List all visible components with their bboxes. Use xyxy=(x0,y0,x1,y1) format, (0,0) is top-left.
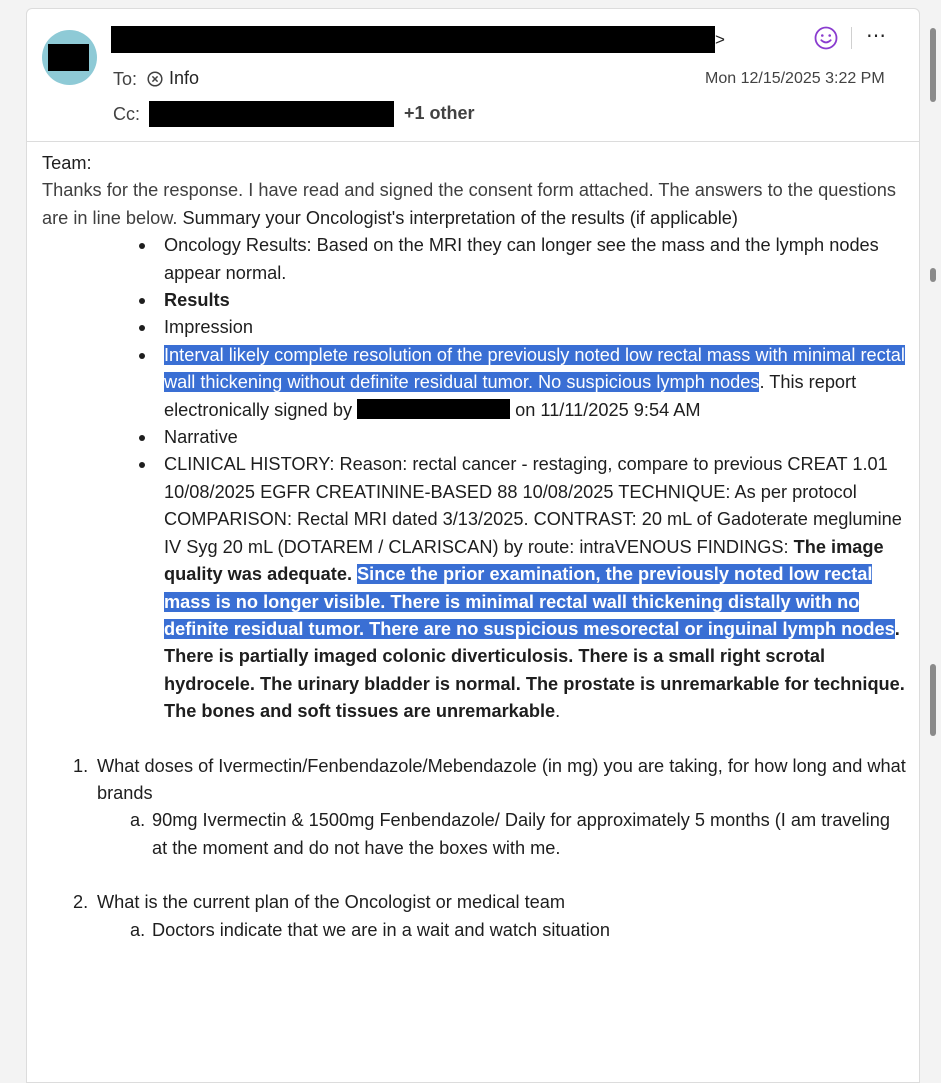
list-item xyxy=(164,287,908,314)
greeting: Team: xyxy=(42,153,92,173)
header-divider xyxy=(851,27,852,49)
findings-quality: The image quality was adequate. xyxy=(164,536,884,585)
question-number: 1. xyxy=(73,755,89,776)
answer-item xyxy=(130,917,908,944)
scrollbar-thumb[interactable] xyxy=(930,664,936,736)
scrollbar-marker[interactable] xyxy=(930,268,936,282)
answer-text: 90mg Ivermectin & 1500mg Fenbendazole/ Daily for approximately 5 months (I am traveling at the moment and do not have the boxes with me. xyxy=(152,810,890,858)
sender-address-end: > xyxy=(715,30,725,49)
sender-avatar[interactable] xyxy=(42,30,97,85)
signature-date: on 11/11/2025 9:54 AM xyxy=(510,399,701,420)
scrollbar-thumb-top[interactable] xyxy=(930,28,936,102)
answer-letter: a. xyxy=(130,919,146,940)
to-recipient-name: Info xyxy=(169,68,200,88)
findings-end: . xyxy=(555,701,561,722)
questions-list xyxy=(42,889,908,944)
intro-text: Thanks for the response. I have read and signed the consent form attached. The answers to the questions are in line below. xyxy=(42,180,896,228)
to-label: To: xyxy=(113,69,138,89)
answer-letter: a. xyxy=(130,810,146,831)
findings-text xyxy=(164,537,905,721)
more-actions-icon[interactable]: ⋯ xyxy=(866,25,887,47)
answer-text: Doctors indicate that we are in a wait and watch situation xyxy=(152,919,610,940)
highlighted-impression: Interval likely complete resolution of the previously noted low rectal mass with minimal rectal wall thickening without definite residual tumor. No suspicious lymph nodes xyxy=(164,344,905,393)
questions-list xyxy=(42,753,908,863)
list-item xyxy=(164,451,908,725)
signer-redacted xyxy=(357,399,510,419)
intro-paragraph xyxy=(42,177,908,232)
question-item xyxy=(73,753,908,863)
to-recipient[interactable] xyxy=(147,68,199,89)
answer-list xyxy=(97,807,908,862)
answer-list xyxy=(97,917,908,944)
question-text: What is the current plan of the Oncologist or medical team xyxy=(97,892,566,913)
question-text: What doses of Ivermectin/Fenbendazole/Mebendazole (in mg) you are taking, for how long and what brands xyxy=(97,755,906,803)
results-heading: Results xyxy=(164,290,230,311)
message-body xyxy=(42,150,908,944)
results-list xyxy=(42,232,908,725)
cc-label: Cc: xyxy=(113,104,140,124)
question-item xyxy=(73,889,908,944)
header-separator xyxy=(27,141,919,142)
list-item: Oncology Results: Based on the MRI they can longer see the mass and the lymph nodes appear normal. xyxy=(164,232,908,287)
avatar-redaction xyxy=(48,44,89,71)
list-item: Narrative xyxy=(164,424,908,451)
findings-rest: . There is partially imaged colonic diverticulosis. There is a small right scrotal hydrocele. The urinary bladder is normal. The prostate is unremarkable for technique. The bones and soft tissues are unremarkable xyxy=(164,618,905,722)
sent-date: Mon 12/15/2025 3:22 PM xyxy=(705,70,885,87)
signature-text: . This report electronically signed by xyxy=(164,372,857,420)
highlighted-findings: Since the prior examination, the previously noted low rectal mass is no longer visible. There is minimal rectal wall thickening distally with no definite residual tumor. There are no suspicious mesorectal or inguinal lymph nodes xyxy=(164,564,895,639)
spacer xyxy=(42,862,908,889)
question-number: 2. xyxy=(73,892,89,913)
list-item xyxy=(164,342,908,424)
intro-question: Summary your Oncologist's interpretation of the results (if applicable) xyxy=(177,207,738,228)
spacer xyxy=(42,726,908,753)
cc-recipient-redacted[interactable] xyxy=(149,101,394,127)
answer-item xyxy=(130,807,908,862)
sender-name-redacted[interactable] xyxy=(111,26,715,53)
list-item: Impression xyxy=(164,314,908,341)
smiley-icon[interactable] xyxy=(813,25,839,51)
remove-recipient-icon[interactable] xyxy=(147,71,163,87)
clinical-history: CLINICAL HISTORY: Reason: rectal cancer - restaging, compare to previous CREAT 1.01 10/08/2025 EGFR CREATININE-BASED 88 10/08/2025 TECHNIQUE: As per protocol COMPARISON: Rectal MRI dated 3/13/2025. CONTRAST: 20 mL of Gadoterate meglumine IV Syg 20 mL (DOTAREM / CLARISCAN) by route: intraVENOUS FINDINGS: xyxy=(164,454,902,557)
cc-more-recipients[interactable]: +1 other xyxy=(404,103,475,123)
